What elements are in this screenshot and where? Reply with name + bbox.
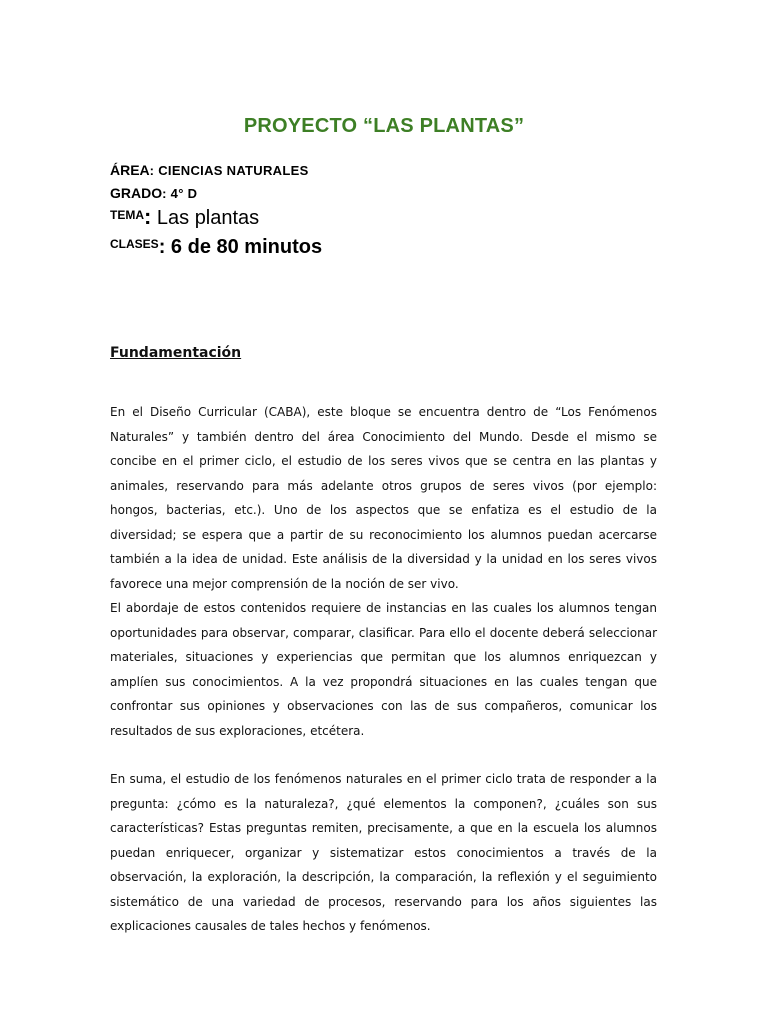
paragraph-1: En el Diseño Curricular (CABA), este bloque se encuentra dentro de “Los Fenómenos Naturales” y también dentro del área Conocimiento del Mundo. Desde el mismo se concibe en el primer ciclo, el estudio de los seres vivos que se centra en las plantas y animales, reservando para más adelante otros grupos de seres vivos (por ejemplo: hongos, bacterias, etc.). Uno de los aspectos que se enfatiza es el estudio de la diversidad; se espera que a partir de su reconocimiento los alumnos puedan acercarse también a la idea de unidad. Este análisis de la diversidad y la unidad en los seres vivos favorece una mejor comprensión de la noción de ser vivo. — [110, 405, 657, 591]
tema-label: TEMA — [110, 208, 144, 222]
section-heading: Fundamentación — [110, 345, 242, 361]
tema-value: Las plantas — [151, 207, 260, 229]
clases-label: CLASES — [110, 237, 159, 251]
tema-colon: : — [144, 204, 152, 229]
meta-clases — [110, 236, 322, 259]
grado-value: : 4° D — [162, 186, 198, 201]
area-value: : CIENCIAS NATURALES — [149, 163, 309, 178]
meta-tema — [110, 204, 259, 230]
area-label: ÁREA — [110, 162, 150, 178]
clases-value: 6 de 80 minutos — [165, 236, 323, 258]
grado-label: GRADO — [110, 185, 163, 201]
paragraph-2: El abordaje de estos contenidos requiere de instancias en las cuales los alumnos tengan oportunidades para observar, comparar, clasificar. Para ello el docente deberá seleccionar materiales, situaciones y experiencias que permitan que los alumnos enriquezcan y amplíen sus conocimientos. A la vez propondrá situaciones en las cuales tengan que confrontar sus opiniones y observaciones con las de sus compañeros, comunicar los resultados de sus exploraciones, etcétera. — [110, 601, 657, 738]
paragraph-3: En suma, el estudio de los fenómenos naturales en el primer ciclo trata de responder a la pregunta: ¿cómo es la naturaleza?, ¿qué elementos la componen?, ¿cuáles son sus características? Estas preguntas remiten, precisamente, a que en la escuela los alumnos puedan enriquecer, organizar y sistematizar estos conocimientos a través de la observación, la exploración, la descripción, la comparación, la reflexión y el seguimiento sistemático de una variedad de procesos, reservando para los años siguientes las explicaciones causales de tales hechos y fenómenos. — [110, 772, 657, 933]
page-title: PROYECTO “LAS PLANTAS” — [243, 115, 525, 137]
meta-grado — [110, 185, 197, 203]
clases-colon: : — [158, 236, 166, 258]
meta-area — [110, 162, 309, 180]
